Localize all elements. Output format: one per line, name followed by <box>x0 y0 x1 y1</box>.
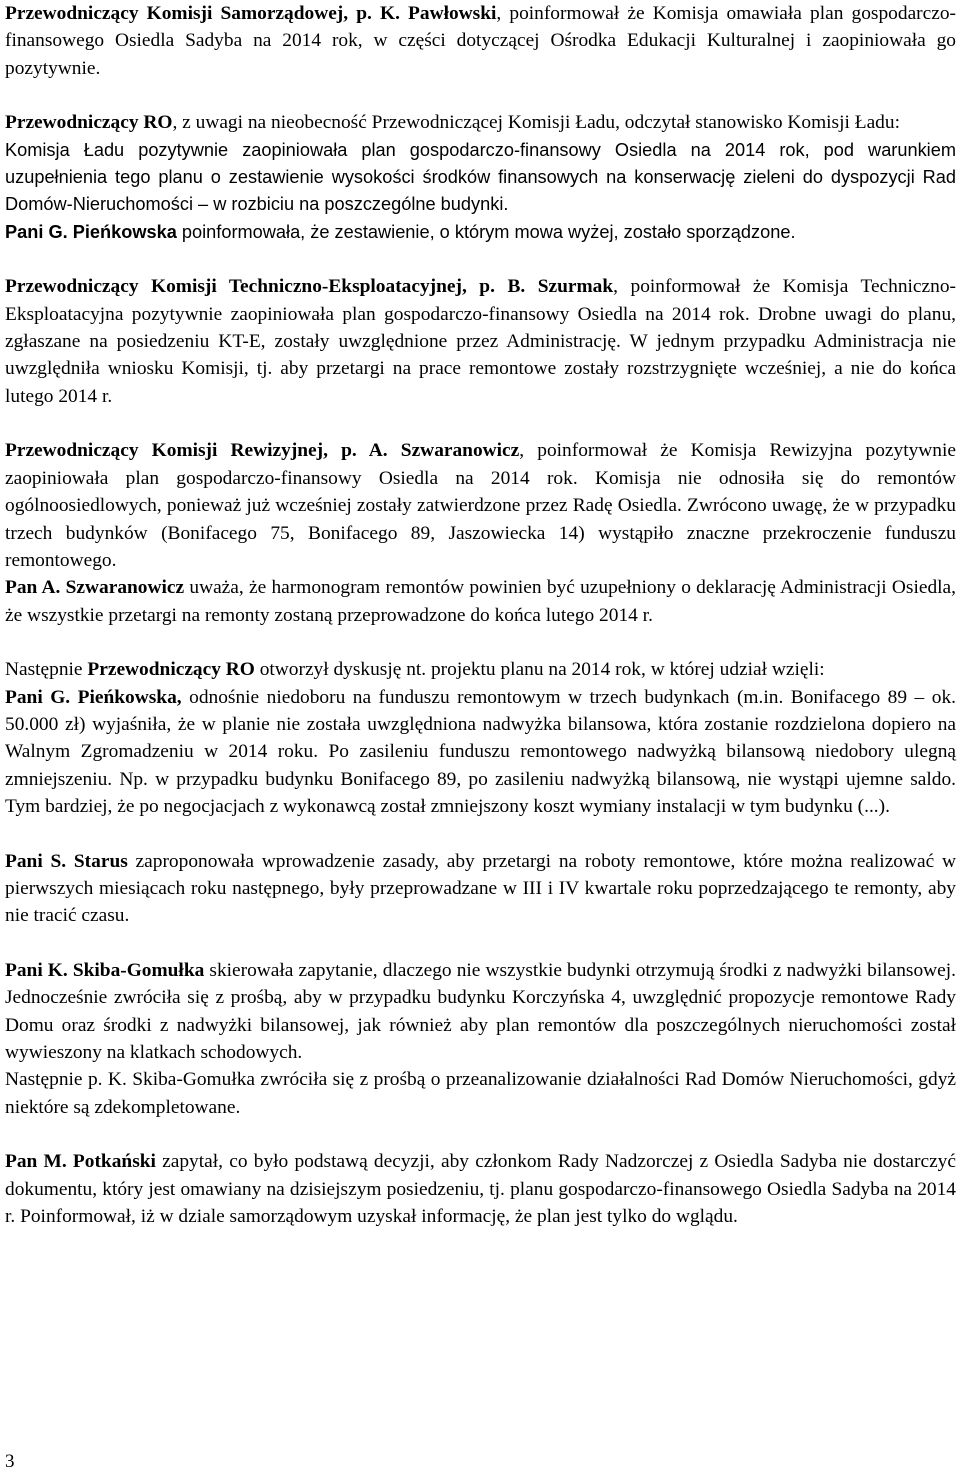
paragraph-text: zapytał, co było podstawą decyzji, aby członkom Rady Nadzorczej z Osiedla Sadyba nie dostarczyć dokumentu, który jest omawiany na dzisiejszym posiedzeniu, tj. planu gospodarczo-finansowego Osiedla Sadyba na 2014 r. Poinformował, iż w dziale samorządowym uzyskał informację, że plan jest tylko do wglądu. <box>5 1151 956 1228</box>
paragraph-text: Komisja Ładu pozytywnie zaopiniowała plan gospodarczo-finansowy Osiedla na 2014 rok, pod warunkiem uzupełnienia tego planu o zestawienie wysokości środków finansowych na konserwację zieleni do dyspozycji Rad Domów-Nieruchomości – w rozbiciu na poszczególne budynki. <box>5 139 956 215</box>
paragraph-starus <box>5 848 956 930</box>
paragraph-komisja-rewizyjna <box>5 437 956 574</box>
paragraph-text: Następnie p. K. Skiba-Gomułka zwróciła się z prośbą o przeanalizowanie działalności Rad Domów Nieruchomości, gdyż niektóre są zdekompletowane. <box>5 1069 956 1118</box>
paragraph-text: skierowała zapytanie, dlaczego nie wszystkie budynki otrzymują środki z nadwyżki bilansowej. Jednocześnie zwróciła się z prośbą, aby w przypadku budynku Korczyńska 4, uwzględnić propozycje remontowe Rady Domu oraz środki z nadwyżki bilansowej, jak również aby plan remontów dla poszczególnych nieruchomości został wywieszony na klatkach schodowych. <box>5 959 957 1063</box>
speaker-name: Przewodniczący RO <box>87 659 255 681</box>
paragraph-komisja-techniczna <box>5 273 956 410</box>
speaker-name: Pani G. Pieńkowska, <box>5 686 182 708</box>
paragraph-text: , z uwagi na nieobecność Przewodniczącej Komisji Ładu, odczytał stanowisko Komisji Ładu: <box>172 112 900 134</box>
page-number: 3 <box>5 1451 15 1472</box>
speaker-name: Pani S. Starus <box>5 850 128 872</box>
speaker-name: Pan M. Potkański <box>5 1151 156 1173</box>
speaker-name: Przewodniczący Komisji Rewizyjnej, p. A. Szwaranowicz <box>5 440 520 462</box>
paragraph-text: odnośnie niedoboru na funduszu remontowym w trzech budynkach (m.in. Bonifacego 89 – ok. 50.000 zł) wyjaśniła, że w planie nie została uwzględniona nadwyżka bilansowa, która zostanie rozdzielona dopiero na Walnym Zgromadzeniu w 2014 roku. Po zasileniu funduszu remontowego nadwyżką bilansową niedobory ulegną zmniejszeniu. Np. w przypadku budynku Bonifacego 89, po zasileniu nadwyżką bilansową, nie wystąpi ujemne saldo. Tym bardziej, że po negocjacjach z wykonawcą został zmniejszony koszt wymiany instalacji w tym budynku (...). <box>5 686 956 818</box>
paragraph-text: Następnie <box>5 659 88 681</box>
speaker-name: Pan A. Szwaranowicz <box>5 577 185 599</box>
paragraph-komisja-ladu-statement <box>5 137 956 219</box>
paragraph-text: , poinformował że Komisja Techniczno-Eksploatacyjna pozytywnie zaopiniowała plan gospodarczo-finansowy Osiedla na 2014 rok. Drobne uwagi do planu, zgłaszane na posiedzeniu KT-E, zostały uwzględnione przez Administrację. W jednym przypadku Administracja nie uwzględniła wniosku Komisji, tj. aby przetargi na prace remontowe zostały rozstrzygnięte wcześniej, a nie do końca lutego 2014 r. <box>5 276 956 407</box>
paragraph-text: , poinformował że Komisja Rewizyjna pozytywnie zaopiniowała plan gospodarczo-finansowy Osiedla na 2014 rok. Komisja nie odnosiła się do remontów ogólnoosiedlowych, ponieważ już wcześniej zostały zatwierdzone przez Radę Osiedla. Zwrócono uwagę, że w przypadku trzech budynków (Bonifacego 75, Bonifacego 89, Jaszowiecka 14) wystąpiło znaczne przekroczenie funduszu remontowego. <box>5 440 956 571</box>
speaker-name: Pani G. Pieńkowska <box>5 221 177 242</box>
paragraph-pienkowska-note <box>5 219 956 246</box>
paragraph-pienkowska-explanation <box>5 684 956 821</box>
paragraph-potkanski <box>5 1148 956 1230</box>
speaker-name: Przewodniczący Komisji Samorządowej, p. K. Pawłowski <box>5 3 497 24</box>
paragraph-discussion-intro <box>5 656 956 683</box>
paragraph-przewodniczacy-ro <box>5 109 956 136</box>
paragraph-komisja-samorzadowa <box>5 0 956 82</box>
speaker-name: Pani K. Skiba-Gomułka <box>5 959 205 981</box>
paragraph-text: zaproponowała wprowadzenie zasady, aby przetargi na roboty remontowe, które można realizować w pierwszych miesiącach roku następnego, były przeprowadzane w III i IV kwartale roku poprzedzającego te remonty, aby nie tracić czasu. <box>5 850 956 927</box>
paragraph-text: uważa, że harmonogram remontów powinien być uzupełniony o deklarację Administracji Osiedla, że wszystkie przetargi na remonty zostaną przeprowadzone do końca lutego 2014 r. <box>5 577 956 626</box>
paragraph-skiba-gomulka-followup <box>5 1066 956 1121</box>
speaker-name: Przewodniczący RO <box>5 112 173 134</box>
paragraph-skiba-gomulka <box>5 957 956 1067</box>
document-page <box>5 0 956 1230</box>
paragraph-text: poinformowała, że zestawienie, o którym mowa wyżej, zostało sporządzone. <box>176 221 796 242</box>
paragraph-szwaranowicz-opinion <box>5 574 956 629</box>
speaker-name: Przewodniczący Komisji Techniczno-Eksploatacyjnej, p. B. Szurmak <box>5 276 614 298</box>
paragraph-text: otworzył dyskusję nt. projektu planu na 2014 rok, w której udział wzięli: <box>254 659 825 681</box>
paragraph-text: , poinformował że Komisja omawiała plan gospodarczo-finansowego Osiedla Sadyba na 2014 rok, w części dotyczącej Ośrodka Edukacji Kulturalnej i zaopiniowała go pozytywnie. <box>5 3 956 79</box>
